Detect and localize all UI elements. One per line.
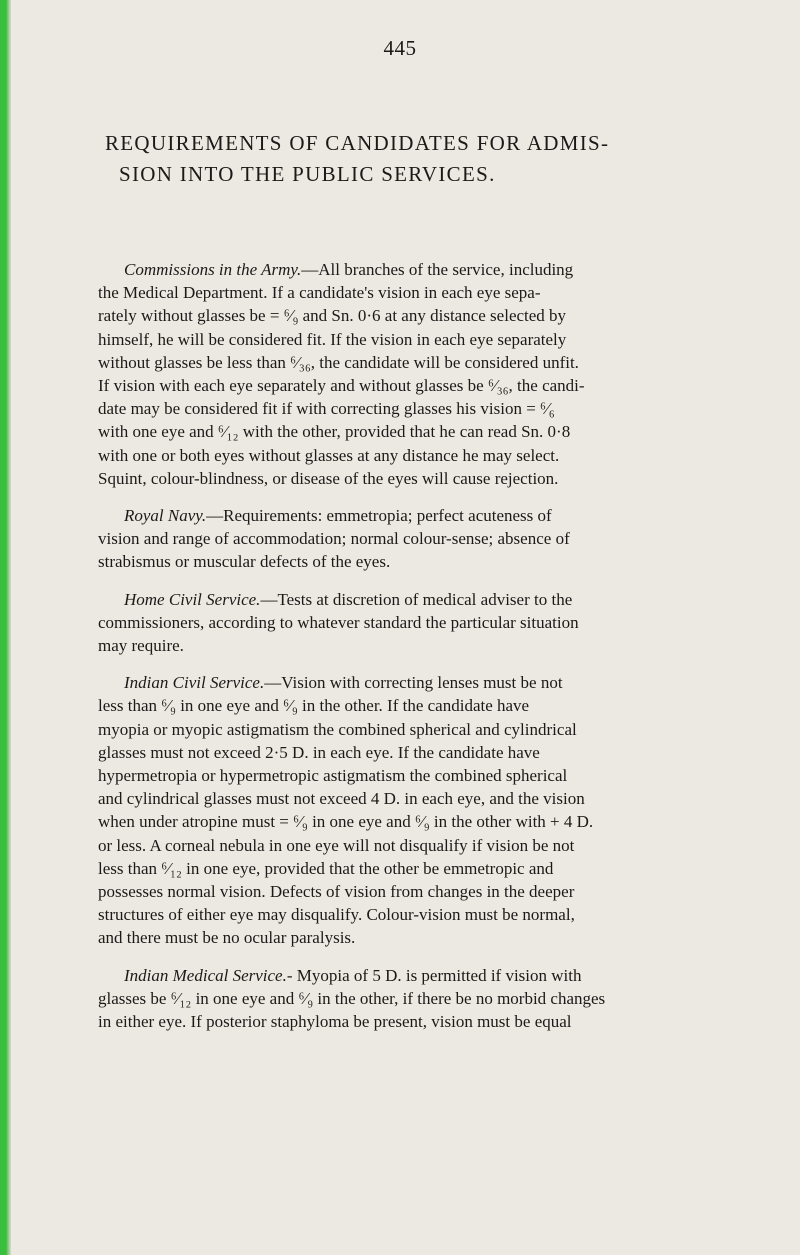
section-line: date may be considered fit if with correcting glasses his vision = ⁶⁄₆ [98,399,555,419]
section-heading: Indian Medical Service. [124,965,287,985]
section-line: with one or both eyes without glasses at any distance he may select. [98,445,560,465]
section-heading: Home Civil Service. [124,589,261,609]
section-line: or less. A corneal nebula in one eye will not disqualify if vision be not [98,835,575,855]
section-line: If vision with each eye separately and without glasses be ⁶⁄₃₆, the candi- [98,376,585,396]
scan-edge [0,0,11,1255]
section-text: —Requirements: emmetropia; perfect acuteness of [206,506,552,526]
title-line-2: SION INTO THE PUBLIC SERVICES. [119,162,496,186]
section-line: commissioners, according to whatever standard the particular situation [98,612,579,632]
section-line: vision and range of accommodation; normal colour-sense; absence of [98,529,570,549]
section-line: when under atropine must = ⁶⁄₉ in one eye and ⁶⁄₉ in the other with + 4 D. [98,812,594,832]
section-line [98,671,730,694]
section-line: himself, he will be considered fit. If the vision in each eye separately [98,329,567,349]
page-title [105,128,725,190]
section-text: —All branches of the service, including [301,260,574,279]
section-line: strabismus or muscular defects of the eyes. [98,552,391,572]
page-number: 445 [383,36,417,60]
section-line: may require. [98,636,184,656]
document-body [98,258,730,1047]
section-line: Squint, colour-blindness, or disease of the eyes will cause rejection. [98,468,559,488]
section-line: myopia or myopic astigmatism the combined spherical and cylindrical [98,719,577,739]
section-line: possesses normal vision. Defects of vision from changes in the deeper [98,882,575,902]
section-heading: Indian Civil Service. [124,673,265,693]
section-line: rately without glasses be = ⁶⁄₉ and Sn. 0·6 at any distance selected by [98,306,567,326]
section-line: hypermetropia or hypermetropic astigmatism the combined spherical [98,766,568,786]
section-line: and there must be no ocular paralysis. [98,928,356,948]
section-text: - Myopia of 5 D. is permitted if vision with [286,965,582,985]
section-royal-navy [98,504,730,574]
title-line-1: REQUIREMENTS OF CANDIDATES FOR ADMIS- [105,131,610,155]
section-line: with one eye and ⁶⁄₁₂ with the other, provided that he can read Sn. 0·8 [98,422,571,442]
section-line: without glasses be less than ⁶⁄₃₆, the candidate will be considered unfit. [98,352,579,372]
section-heading: Commissions in the Army. [124,260,302,279]
section-line: less than ⁶⁄₉ in one eye and ⁶⁄₉ in the other. If the candidate have [98,696,530,716]
section-line [98,504,730,527]
section-text: —Vision with correcting lenses must be not [264,673,563,693]
section-line: the Medical Department. If a candidate's vision in each eye sepa- [98,283,541,303]
section-home-civil-service [98,588,730,658]
section-line: in either eye. If posterior staphyloma be present, vision must be equal [98,1012,572,1032]
section-indian-medical-service [98,964,730,1034]
section-line: less than ⁶⁄₁₂ in one eye, provided that the other be emmetropic and [98,858,554,878]
section-line: and cylindrical glasses must not exceed 4 D. in each eye, and the vision [98,789,585,809]
section-line: glasses be ⁶⁄₁₂ in one eye and ⁶⁄₉ in the other, if there be no morbid changes [98,988,606,1008]
section-army [98,258,730,490]
section-indian-civil-service [98,671,730,949]
section-line: glasses must not exceed 2·5 D. in each eye. If the candidate have [98,742,540,762]
section-line [98,964,730,987]
section-line [98,588,730,611]
section-text: —Tests at discretion of medical adviser to the [260,589,573,609]
section-line: structures of either eye may disqualify. Colour-vision must be normal, [98,905,575,925]
section-heading: Royal Navy. [124,506,207,526]
section-line [98,258,730,281]
